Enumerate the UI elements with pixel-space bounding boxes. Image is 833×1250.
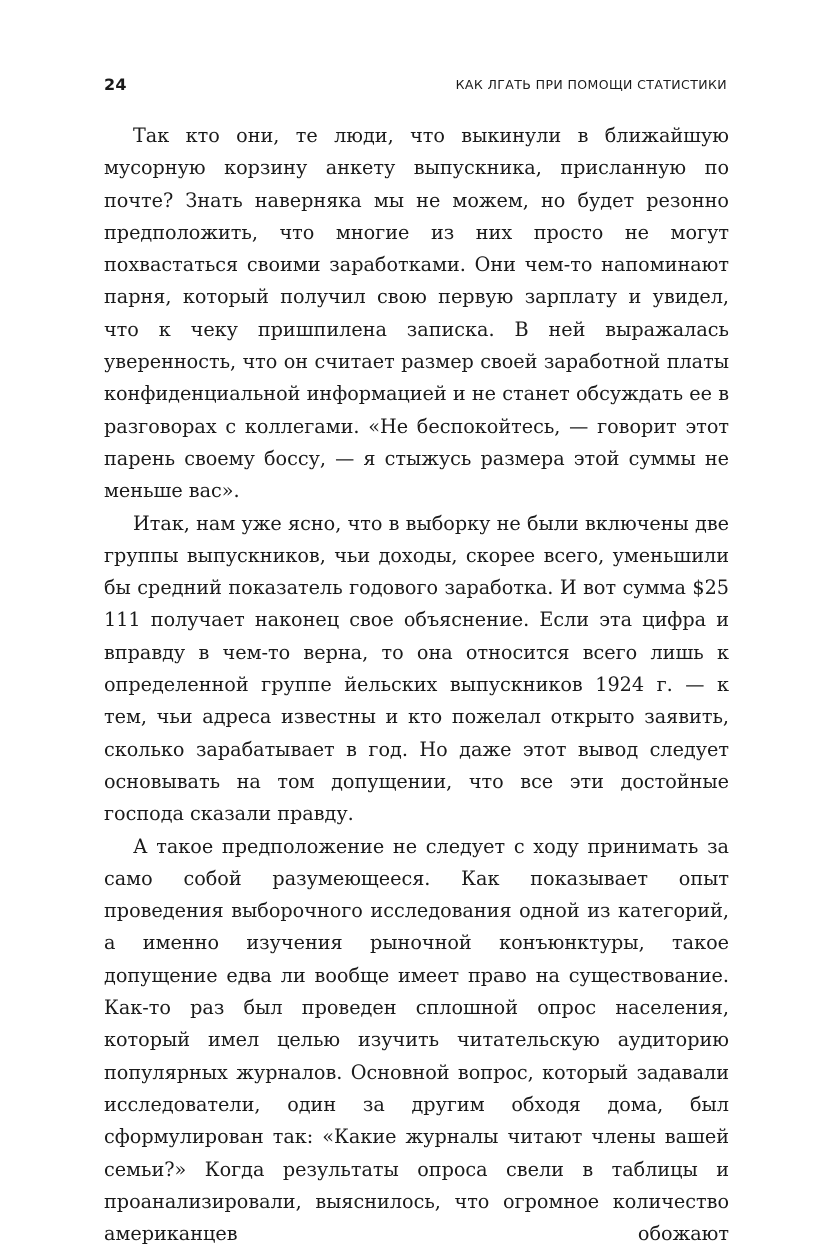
- paragraph-2: Итак, нам уже ясно, что в выборку не были включены две группы выпускников, чьи доходы, скорее всего, уменьшили бы средний показатель годового заработка. И вот сумма $25 111 получает наконец свое объяснение. Если эта цифра и вправду в чем-то верна, то она относится всего лишь к определенной группе йельских выпускников 1924 г. — к тем, чьи адреса известны и кто пожелал открыто заявить, сколько зарабатывает в год. Но даже этот вывод следует основывать на том допущении, что все эти достойные господа сказали правду.: [104, 511, 729, 826]
- page-number: 24: [104, 74, 127, 94]
- running-header: [104, 72, 727, 96]
- running-title: КАК ЛГАТЬ ПРИ ПОМОЩИ СТАТИСТИКИ: [455, 76, 727, 92]
- paragraph-1: Так кто они, те люди, что выкинули в ближайшую мусорную корзину анкету выпускника, присланную по почте? Знать наверняка мы не можем, но будет резонно предположить, что многие из них просто не могут похвастаться своими заработками. Они чем-то напоминают парня, который получил свою первую зарплату и увидел, что к чеку пришпилена записка. В ней выражалась уверенность, что он считает размер своей заработной платы конфиденциальной информацией и не станет обсуждать ее в разговорах с коллегами. «Не беспокойтесь, — говорит этот парень своему боссу, — я стыжусь размера этой суммы не меньше вас».: [104, 124, 729, 503]
- paragraph-3: А такое предположение не следует с ходу принимать за само собой разумеющееся. Как показывает опыт проведения выборочного исследования одной из категорий, а именно изучения рыночной конъюнктуры, такое допущение едва ли вообще имеет право на существование. Как-то раз был проведен сплошной опрос населения, который имел целью изучить читательскую аудиторию популярных журналов. Основной вопрос, который задавали исследователи, один за другим обходя дома, был сформулирован так: «Какие журналы читают члены вашей семьи?» Когда результаты опроса свели в таблицы и проанализировали, выяснилось, что огромное количество американцев обожают: [104, 834, 729, 1246]
- body-text: [104, 120, 729, 1250]
